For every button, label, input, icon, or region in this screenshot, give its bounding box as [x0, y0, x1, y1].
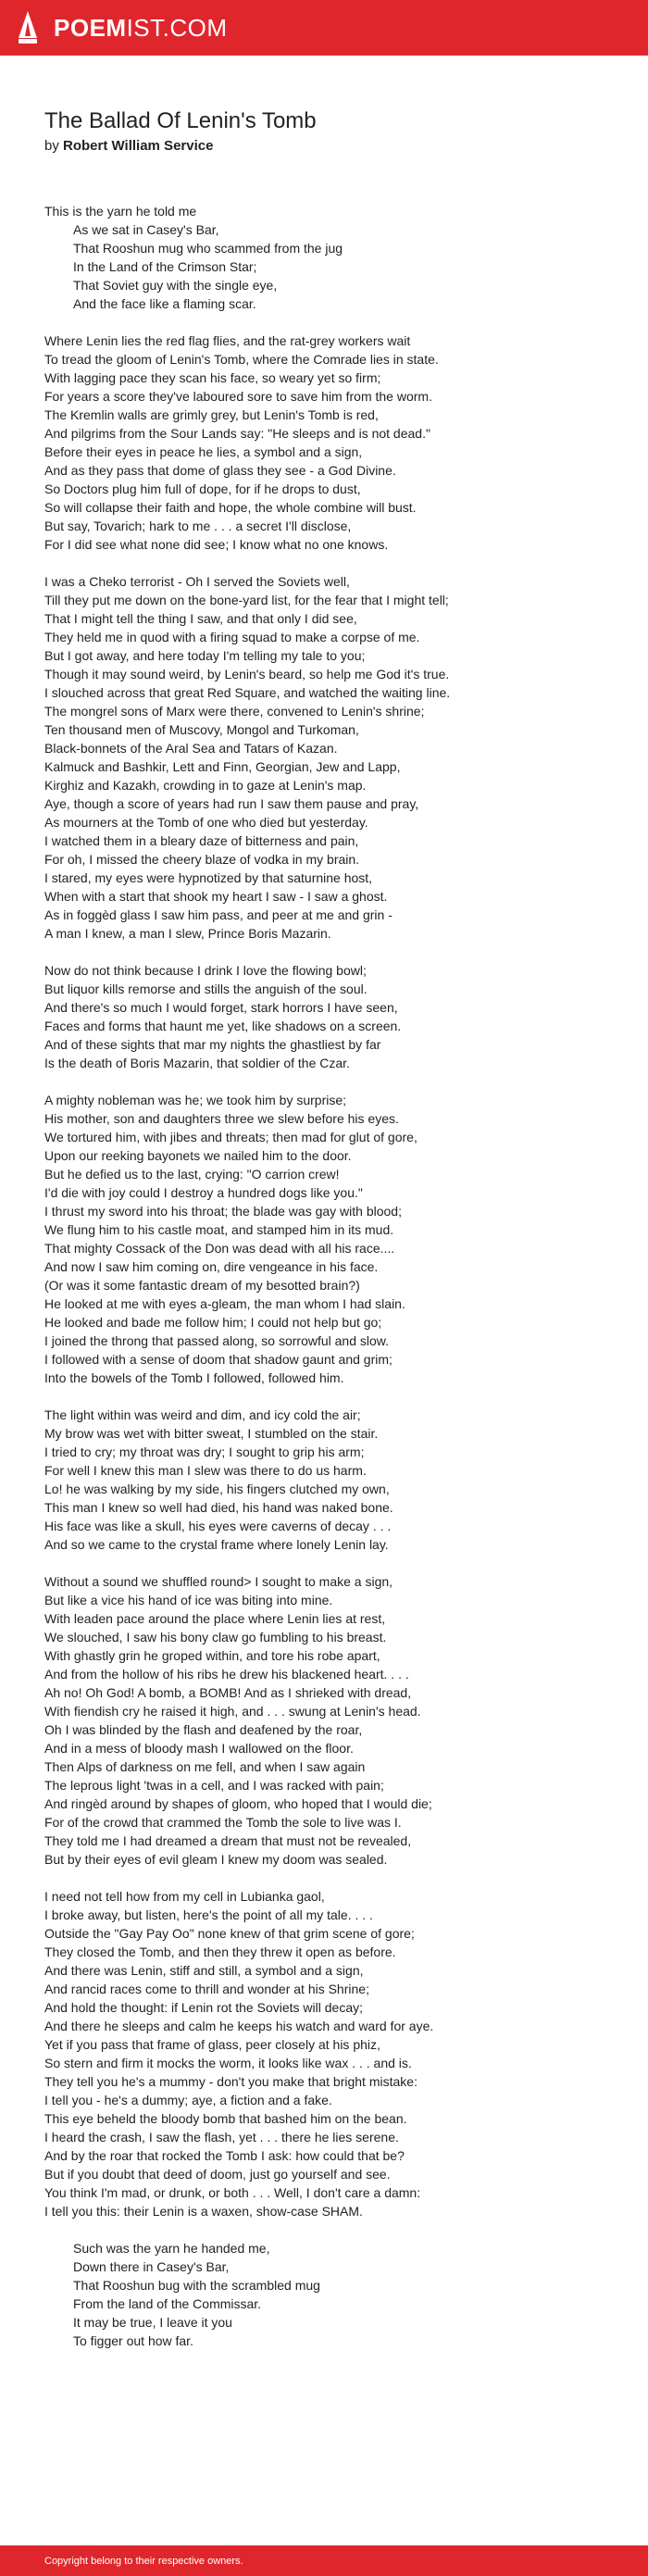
poem-line: Though it may sound weird, by Lenin's beard, so help me God it's true. — [44, 667, 450, 682]
poem-line: You think I'm mad, or drunk, or both . . . Well, I don't care a damn: — [44, 2185, 421, 2200]
poem-line: That Rooshun bug with the scrambled mug — [73, 2278, 320, 2293]
poem-line: The leprous light 'twas in a cell, and I was racked with pain; — [44, 1778, 384, 1793]
poem-line: We tortured him, with jibes and threats; then mad for glut of gore, — [44, 1130, 417, 1144]
poem-line: He looked at me with eyes a-gleam, the man whom I had slain. — [44, 1296, 405, 1311]
poem-body — [44, 202, 618, 2369]
poem-line: So Doctors plug him full of dope, for if he drops to dust, — [44, 481, 361, 496]
poem-line: But by their eyes of evil gleam I knew my doom was sealed. — [44, 1852, 388, 1867]
poem-line: But he defied us to the last, crying: "O carrion crew! — [44, 1167, 340, 1182]
poem-line: My brow was wet with bitter sweat, I stumbled on the stair. — [44, 1426, 379, 1441]
poem-line: When with a start that shook my heart I saw - I saw a ghost. — [44, 889, 388, 904]
poem-line: I'd die with joy could I destroy a hundred dogs like you." — [44, 1185, 363, 1200]
poem-line: I heard the crash, I saw the flash, yet . . . there he lies serene. — [44, 2130, 399, 2145]
stanza — [44, 1572, 618, 1869]
poem-line: He looked and bade me follow him; I could not help but go; — [44, 1315, 382, 1330]
site-logo[interactable] — [54, 15, 228, 41]
stanza — [44, 1887, 618, 2220]
poem-line: But liquor kills remorse and stills the anguish of the soul. — [44, 982, 368, 996]
byline — [44, 137, 213, 156]
brand-bold: POEM — [54, 14, 127, 42]
poem-line: Kalmuck and Bashkir, Lett and Finn, Georgian, Jew and Lapp, — [44, 759, 401, 774]
poem-line: I joined the throng that passed along, so sorrowful and slow. — [44, 1333, 390, 1348]
poem-line: And there was Lenin, stiff and still, a symbol and a sign, — [44, 1963, 364, 1978]
poem-line: His mother, son and daughters three we slew before his eyes. — [44, 1111, 399, 1126]
poem-line: Till they put me down on the bone-yard list, for the fear that I might tell; — [44, 593, 449, 607]
poem-line: And from the hollow of his ribs he drew his blackened heart. . . . — [44, 1667, 409, 1682]
poem-line: I tell you this: their Lenin is a waxen, show-case SHAM. — [44, 2204, 363, 2219]
poem-line: To tread the gloom of Lenin's Tomb, where the Comrade lies in state. — [44, 352, 439, 367]
poem-line: And hold the thought: if Lenin rot the Soviets will decay; — [44, 2000, 363, 2015]
poem-line: Upon our reeking bayonets we nailed him to the door. — [44, 1148, 352, 1163]
poem-line: In the Land of the Crimson Star; — [73, 259, 257, 274]
poem-line: But like a vice his hand of ice was biting into mine. — [44, 1593, 333, 1607]
poem-line: A man I knew, a man I slew, Prince Boris Mazarin. — [44, 926, 331, 941]
poem-line: Then Alps of darkness on me fell, and when I saw again — [44, 1759, 366, 1774]
poem-line: With ghastly grin he groped within, and tore his robe apart, — [44, 1648, 380, 1663]
poem-line: Before their eyes in peace he lies, a symbol and a sign, — [44, 444, 363, 459]
poem-line: I tell you - he's a dummy; aye, a fiction and a fake. — [44, 2093, 332, 2107]
poem-line: And by the roar that rocked the Tomb I ask: how could that be? — [44, 2148, 405, 2163]
poem-line: They tell you he's a mummy - don't you make that bright mistake: — [44, 2074, 417, 2089]
poem-line: I thrust my sword into his throat; the blade was gay with blood; — [44, 1204, 402, 1219]
poem-line: Oh I was blinded by the flash and deafened by the roar, — [44, 1722, 363, 1737]
poem-line: So stern and firm it mocks the worm, it looks like wax . . . and is. — [44, 2056, 412, 2070]
poem-line: Into the bowels of the Tomb I followed, followed him. — [44, 1370, 344, 1385]
poem-line: That Rooshun mug who scammed from the jug — [73, 241, 343, 256]
poem-line: Now do not think because I drink I love the flowing bowl; — [44, 963, 367, 978]
poem-line: Yet if you pass that frame of glass, peer closely at his phiz, — [44, 2037, 380, 2052]
poem-line: Ah no! Oh God! A bomb, a BOMB! And as I shrieked with dread, — [44, 1685, 412, 1700]
poem-line: Lo! he was walking by my side, his fingers clutched my own, — [44, 1482, 390, 1496]
poem-title: The Ballad Of Lenin's Tomb — [44, 108, 317, 133]
poem-line: Without a sound we shuffled round> I sought to make a sign, — [44, 1574, 393, 1589]
poem-line: With lagging pace they scan his face, so weary yet so firm; — [44, 370, 381, 385]
poem-line: For oh, I missed the cheery blaze of vodka in my brain. — [44, 852, 360, 867]
poem-line: Outside the "Gay Pay Oo" none knew of that grim scene of gore; — [44, 1926, 415, 1941]
poem-line: It may be true, I leave it you — [73, 2315, 232, 2330]
poem-line: I stared, my eyes were hypnotized by that saturnine host, — [44, 870, 373, 885]
poem-line: As in foggèd glass I saw him pass, and peer at me and grin - — [44, 907, 393, 922]
poem-line: (Or was it some fantastic dream of my besotted brain?) — [44, 1278, 360, 1293]
poem-line: And of these sights that mar my nights the ghastliest by far — [44, 1037, 381, 1052]
poem-line: And now I saw him coming on, dire vengeance in his face. — [44, 1259, 379, 1274]
poem-line: I need not tell how from my cell in Lubianka gaol, — [44, 1889, 325, 1904]
poem-line: We flung him to his castle moat, and stamped him in its mud. — [44, 1222, 394, 1237]
poem-line: And as they pass that dome of glass they see - a God Divine. — [44, 463, 396, 478]
poem-line: The Kremlin walls are grimly grey, but Lenin's Tomb is red, — [44, 407, 379, 422]
stanza — [44, 202, 618, 313]
poem-line: Faces and forms that haunt me yet, like shadows on a screen. — [44, 1019, 402, 1033]
poem-line: And the face like a flaming scar. — [73, 296, 256, 311]
poem-line: The light within was weird and dim, and icy cold the air; — [44, 1407, 361, 1422]
poem-line: I followed with a sense of doom that shadow gaunt and grim; — [44, 1352, 393, 1367]
footer-bar — [0, 2545, 648, 2576]
stanza — [44, 1406, 618, 1554]
copyright-notice: Copyright belong to their respective owners. — [44, 2556, 243, 2567]
stanza — [44, 961, 618, 1072]
poem-line: Ten thousand men of Muscovy, Mongol and Turkoman, — [44, 722, 359, 737]
quill-pen-icon[interactable] — [15, 10, 41, 47]
poem-line: With leaden pace around the place where Lenin lies at rest, — [44, 1611, 386, 1626]
poem-line: But if you doubt that deed of doom, just go yourself and see. — [44, 2167, 391, 2182]
poem-line: Such was the yarn he handed me, — [73, 2241, 270, 2256]
poem-line: Black-bonnets of the Aral Sea and Tatars of Kazan. — [44, 741, 338, 756]
poem-line: I slouched across that great Red Square, and watched the waiting line. — [44, 685, 451, 700]
poem-line: And in a mess of bloody mash I wallowed on the floor. — [44, 1741, 354, 1756]
stanza — [44, 2239, 618, 2350]
poem-line: This man I knew so well had died, his hand was naked bone. — [44, 1500, 393, 1515]
poem-line: The mongrel sons of Marx were there, convened to Lenin's shrine; — [44, 704, 425, 719]
poem-line: A mighty nobleman was he; we took him by surprise; — [44, 1093, 347, 1107]
stanza — [44, 1091, 618, 1387]
poem-line: Kirghiz and Kazakh, crowding in to gaze at Lenin's map. — [44, 778, 367, 793]
poem-line: To figger out how far. — [73, 2333, 193, 2348]
poem-line: Where Lenin lies the red flag flies, and the rat-grey workers wait — [44, 333, 411, 348]
poem-line: With fiendish cry he raised it high, and . . . swung at Lenin's head. — [44, 1704, 421, 1719]
poem-line: And there's so much I would forget, stark horrors I have seen, — [44, 1000, 398, 1015]
poem-line: Aye, though a score of years had run I saw them pause and pray, — [44, 796, 419, 811]
poem-line: That Soviet guy with the single eye, — [73, 278, 278, 293]
poem-line: That I might tell the thing I saw, and that only I did see, — [44, 611, 357, 626]
poem-line: Is the death of Boris Mazarin, that soldier of the Czar. — [44, 1056, 350, 1070]
poem-line: But I got away, and here today I'm telling my tale to you; — [44, 648, 366, 663]
poem-line: His face was like a skull, his eyes were caverns of decay . . . — [44, 1519, 392, 1533]
poem-line: And rancid races come to thrill and wonder at his Shrine; — [44, 1982, 369, 1996]
poem-line: I was a Cheko terrorist - Oh I served the Soviets well, — [44, 574, 350, 589]
poem-line: For well I knew this man I slew was there to do us harm. — [44, 1463, 367, 1478]
poem-line: I tried to cry; my throat was dry; I sought to grip his arm; — [44, 1444, 365, 1459]
poem-line: We slouched, I saw his bony claw go fumbling to his breast. — [44, 1630, 387, 1644]
stanza — [44, 572, 618, 943]
poem-line: And pilgrims from the Sour Lands say: "He sleeps and is not dead." — [44, 426, 430, 441]
poem-line: So will collapse their faith and hope, the whole combine will bust. — [44, 500, 417, 515]
poem-line: Down there in Casey's Bar, — [73, 2259, 230, 2274]
top-bar — [0, 0, 648, 56]
poem-line: This is the yarn he told me — [44, 204, 197, 219]
by-label: by — [44, 138, 59, 154]
poem-line: That mighty Cossack of the Don was dead with all his race.... — [44, 1241, 395, 1256]
poem-line: They closed the Tomb, and then they threw it open as before. — [44, 1945, 396, 1959]
poem-line: And so we came to the crystal frame where lonely Lenin lay. — [44, 1537, 389, 1552]
brand-rest: IST.COM — [126, 14, 228, 42]
poem-line: They told me I had dreamed a dream that must not be revealed, — [44, 1833, 412, 1848]
stanza — [44, 331, 618, 554]
poem-line: From the land of the Commissar. — [73, 2296, 262, 2311]
poem-line: And there he sleeps and calm he keeps his watch and ward for aye. — [44, 2019, 434, 2033]
poem-line: As mourners at the Tomb of one who died but yesterday. — [44, 815, 368, 830]
poem-line: This eye beheld the bloody bomb that bashed him on the bean. — [44, 2111, 407, 2126]
poem-line: As we sat in Casey's Bar, — [73, 222, 219, 237]
poem-line: For I did see what none did see; I know what no one knows. — [44, 537, 389, 552]
poem-line: But say, Tovarich; hark to me . . . a secret I'll disclose, — [44, 519, 352, 533]
poem-line: I watched them in a bleary daze of bitterness and pain, — [44, 833, 359, 848]
poem-line: For of the crowd that crammed the Tomb the sole to live was I. — [44, 1815, 402, 1830]
poem-line: I broke away, but listen, here's the point of all my tale. . . . — [44, 1907, 373, 1922]
author-link[interactable]: Robert William Service — [63, 138, 214, 154]
poem-line: And ringèd around by shapes of gloom, who hoped that I would die; — [44, 1796, 432, 1811]
poem-line: They held me in quod with a firing squad to make a corpse of me. — [44, 630, 420, 644]
poem-line: For years a score they've laboured sore to save him from the worm. — [44, 389, 432, 404]
